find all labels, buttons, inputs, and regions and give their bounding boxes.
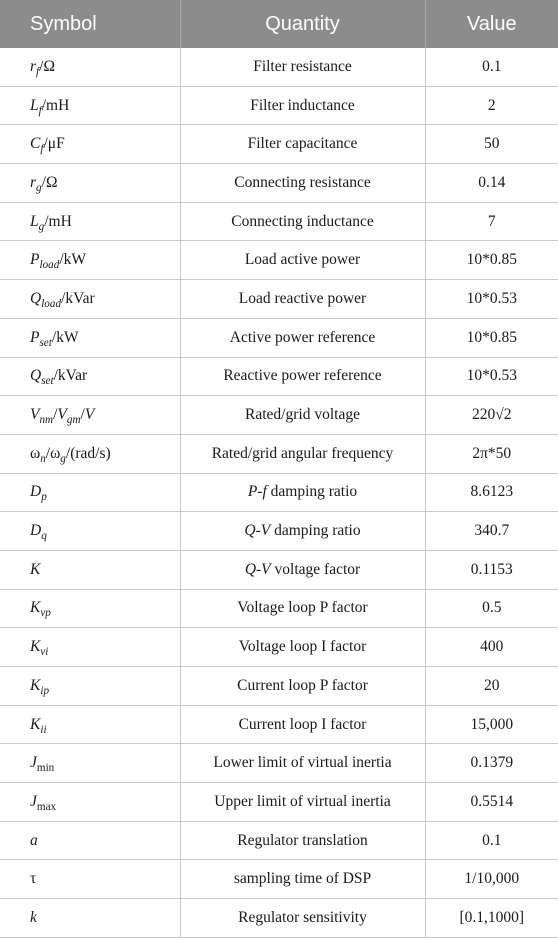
cell-value: 50 (425, 125, 558, 164)
table-row (0, 512, 558, 551)
cell-symbol: $D_p$ (0, 473, 180, 512)
cell-quantity: Regulator translation (180, 821, 425, 860)
cell-quantity: Regulator sensitivity (180, 899, 425, 938)
cell-symbol: τ (0, 860, 180, 899)
header-value: Value (425, 0, 558, 48)
table-row (0, 164, 558, 203)
table-row (0, 241, 558, 280)
table-row (0, 821, 558, 860)
cell-quantity: Voltage loop I factor (180, 628, 425, 667)
cell-value: 8.6123 (425, 473, 558, 512)
cell-value: 7 (425, 202, 558, 241)
table-row (0, 280, 558, 319)
cell-value: 220√2 (425, 396, 558, 435)
cell-quantity: P-f damping ratio (180, 473, 425, 512)
cell-value: 0.1 (425, 821, 558, 860)
cell-quantity: Connecting resistance (180, 164, 425, 203)
cell-symbol: $V_{nm}/V_{gm}/V$ (0, 396, 180, 435)
cell-value: 10*0.85 (425, 241, 558, 280)
cell-value: 0.5514 (425, 783, 558, 822)
cell-quantity: Load reactive power (180, 280, 425, 319)
cell-symbol: $J_{max}$ (0, 783, 180, 822)
cell-quantity: Connecting inductance (180, 202, 425, 241)
cell-quantity: Reactive power reference (180, 357, 425, 396)
cell-symbol: $\omega_n/\omega_g/(rad/s)$ (0, 434, 180, 473)
cell-quantity: Active power reference (180, 318, 425, 357)
cell-value: 20 (425, 667, 558, 706)
table-row (0, 899, 558, 938)
cell-value: 15,000 (425, 705, 558, 744)
cell-quantity: Q-V damping ratio (180, 512, 425, 551)
cell-value: 10*0.53 (425, 357, 558, 396)
table-row (0, 86, 558, 125)
header-symbol: Symbol (0, 0, 180, 48)
table-row (0, 550, 558, 589)
cell-value: 0.14 (425, 164, 558, 203)
cell-symbol: $L_f/mH$ (0, 86, 180, 125)
cell-quantity: Q-V voltage factor (180, 550, 425, 589)
cell-value: 0.1379 (425, 744, 558, 783)
cell-value: 1/10,000 (425, 860, 558, 899)
cell-value: 2π*50 (425, 434, 558, 473)
cell-quantity: Voltage loop P factor (180, 589, 425, 628)
cell-symbol: $J_{min}$ (0, 744, 180, 783)
cell-symbol: $K_{ip}$ (0, 667, 180, 706)
cell-symbol: k (0, 899, 180, 938)
cell-quantity: Lower limit of virtual inertia (180, 744, 425, 783)
table-row (0, 667, 558, 706)
cell-value: 400 (425, 628, 558, 667)
cell-quantity: Current loop P factor (180, 667, 425, 706)
table-row (0, 589, 558, 628)
cell-symbol: $P_{set}/kW$ (0, 318, 180, 357)
table-row (0, 202, 558, 241)
cell-value: 0.5 (425, 589, 558, 628)
cell-value: [0.1,1000] (425, 899, 558, 938)
cell-quantity: Filter resistance (180, 48, 425, 86)
table-row (0, 434, 558, 473)
cell-value: 340.7 (425, 512, 558, 551)
cell-value: 10*0.85 (425, 318, 558, 357)
cell-value: 10*0.53 (425, 280, 558, 319)
table-row (0, 473, 558, 512)
cell-quantity: Rated/grid voltage (180, 396, 425, 435)
table-row (0, 396, 558, 435)
table-row (0, 125, 558, 164)
cell-symbol: $r_g/\Omega$ (0, 164, 180, 203)
table-row (0, 48, 558, 86)
cell-quantity: sampling time of DSP (180, 860, 425, 899)
cell-value: 2 (425, 86, 558, 125)
cell-symbol: K (0, 550, 180, 589)
table-header-row (0, 0, 558, 48)
cell-symbol: $K_{vp}$ (0, 589, 180, 628)
cell-symbol: $L_g/mH$ (0, 202, 180, 241)
cell-symbol: $Q_{set}$/kVar (0, 357, 180, 396)
cell-quantity: Load active power (180, 241, 425, 280)
cell-symbol: a (0, 821, 180, 860)
cell-value: 0.1153 (425, 550, 558, 589)
header-quantity: Quantity (180, 0, 425, 48)
cell-symbol: $C_f/\mu F$ (0, 125, 180, 164)
table-row (0, 705, 558, 744)
cell-quantity: Filter capacitance (180, 125, 425, 164)
cell-symbol: $D_q$ (0, 512, 180, 551)
table-row (0, 744, 558, 783)
cell-symbol: $r_f/\Omega$ (0, 48, 180, 86)
cell-quantity: Current loop I factor (180, 705, 425, 744)
table-row (0, 783, 558, 822)
cell-symbol: $P_{load}/kW$ (0, 241, 180, 280)
cell-value: 0.1 (425, 48, 558, 86)
cell-symbol: $K_{ii}$ (0, 705, 180, 744)
table-row (0, 860, 558, 899)
table-row (0, 318, 558, 357)
cell-symbol: $Q_{load}$/kVar (0, 280, 180, 319)
cell-quantity: Rated/grid angular frequency (180, 434, 425, 473)
table-row (0, 628, 558, 667)
cell-quantity: Filter inductance (180, 86, 425, 125)
cell-quantity: Upper limit of virtual inertia (180, 783, 425, 822)
cell-symbol: $K_{vi}$ (0, 628, 180, 667)
table-row (0, 357, 558, 396)
